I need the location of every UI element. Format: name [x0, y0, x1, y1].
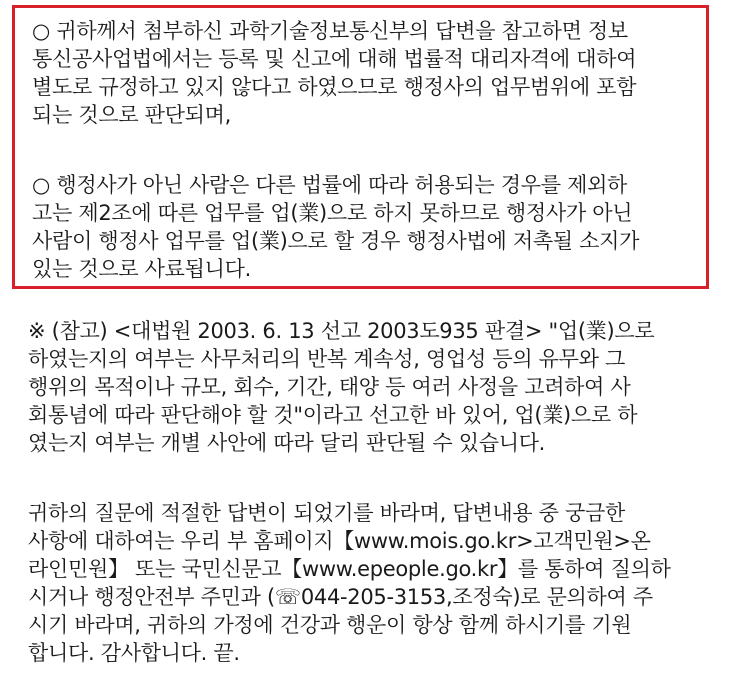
closing-paragraph	[28, 499, 671, 667]
text-line: 시거나 행정안전부 주민과 (☏044-205-3153,조정숙)로 문의하여 주	[28, 585, 653, 609]
text-line: 되는 것으로 판단되며,	[32, 103, 231, 127]
text-line: 합니다. 감사합니다. 끝.	[28, 641, 240, 665]
text-line: 사람이 행정사 업무를 업(業)으로 할 경우 행정사법에 저촉될 소지가	[32, 229, 640, 253]
paragraph-administrative-agent	[32, 171, 639, 283]
text-line: 고는 제2조에 따른 업무를 업(業)으로 하지 못하므로 행정사가 아닌	[32, 201, 633, 225]
text-line: 회통념에 따라 판단해야 할 것"이라고 선고한 바 있어, 업(業)으로 하	[28, 403, 638, 427]
text-line: 별도로 규정하고 있지 않다고 하였으므로 행정사의 업무범위에 포함	[32, 75, 637, 99]
text-line: ※ (참고) <대법원 2003. 6. 13 선고 2003도935 판결> "업(業)으로	[28, 319, 655, 343]
text-line: 시기 바라며, 귀하의 가정에 건강과 행운이 항상 함께 하시기를 기원	[28, 613, 632, 637]
reference-note	[28, 317, 654, 457]
text-line: 행위의 목적이나 규모, 회수, 기간, 태양 등 여러 사정을 고려하여 사	[28, 375, 631, 399]
text-line: 통신공사업법에서는 등록 및 신고에 대해 법률적 대리자격에 대하여	[32, 47, 637, 71]
text-line: 라인민원】 또는 국민신문고【www.epeople.go.kr】를 통하여 질의하	[28, 557, 671, 581]
text-line: 있는 것으로 사료됩니다.	[32, 257, 251, 281]
text-line: 사항에 대하여는 우리 부 홈페이지【www.mois.go.kr>고객민원>온	[28, 529, 651, 553]
text-line: 귀하의 질문에 적절한 답변이 되었기를 바라며, 답변내용 중 궁금한	[28, 501, 625, 525]
text-line: ○ 행정사가 아닌 사람은 다른 법률에 따라 허용되는 경우를 제외하	[32, 173, 628, 197]
paragraph-information-communication	[32, 17, 636, 129]
text-line: 였는지 여부는 개별 사안에 따라 달리 판단될 수 있습니다.	[28, 431, 546, 455]
text-line: ○ 귀하께서 첨부하신 과학기술정보통신부의 답변을 참고하면 정보	[32, 19, 628, 43]
text-line: 하였는지의 여부는 사무처리의 반복 계속성, 영업성 등의 유무와 그	[28, 347, 625, 371]
